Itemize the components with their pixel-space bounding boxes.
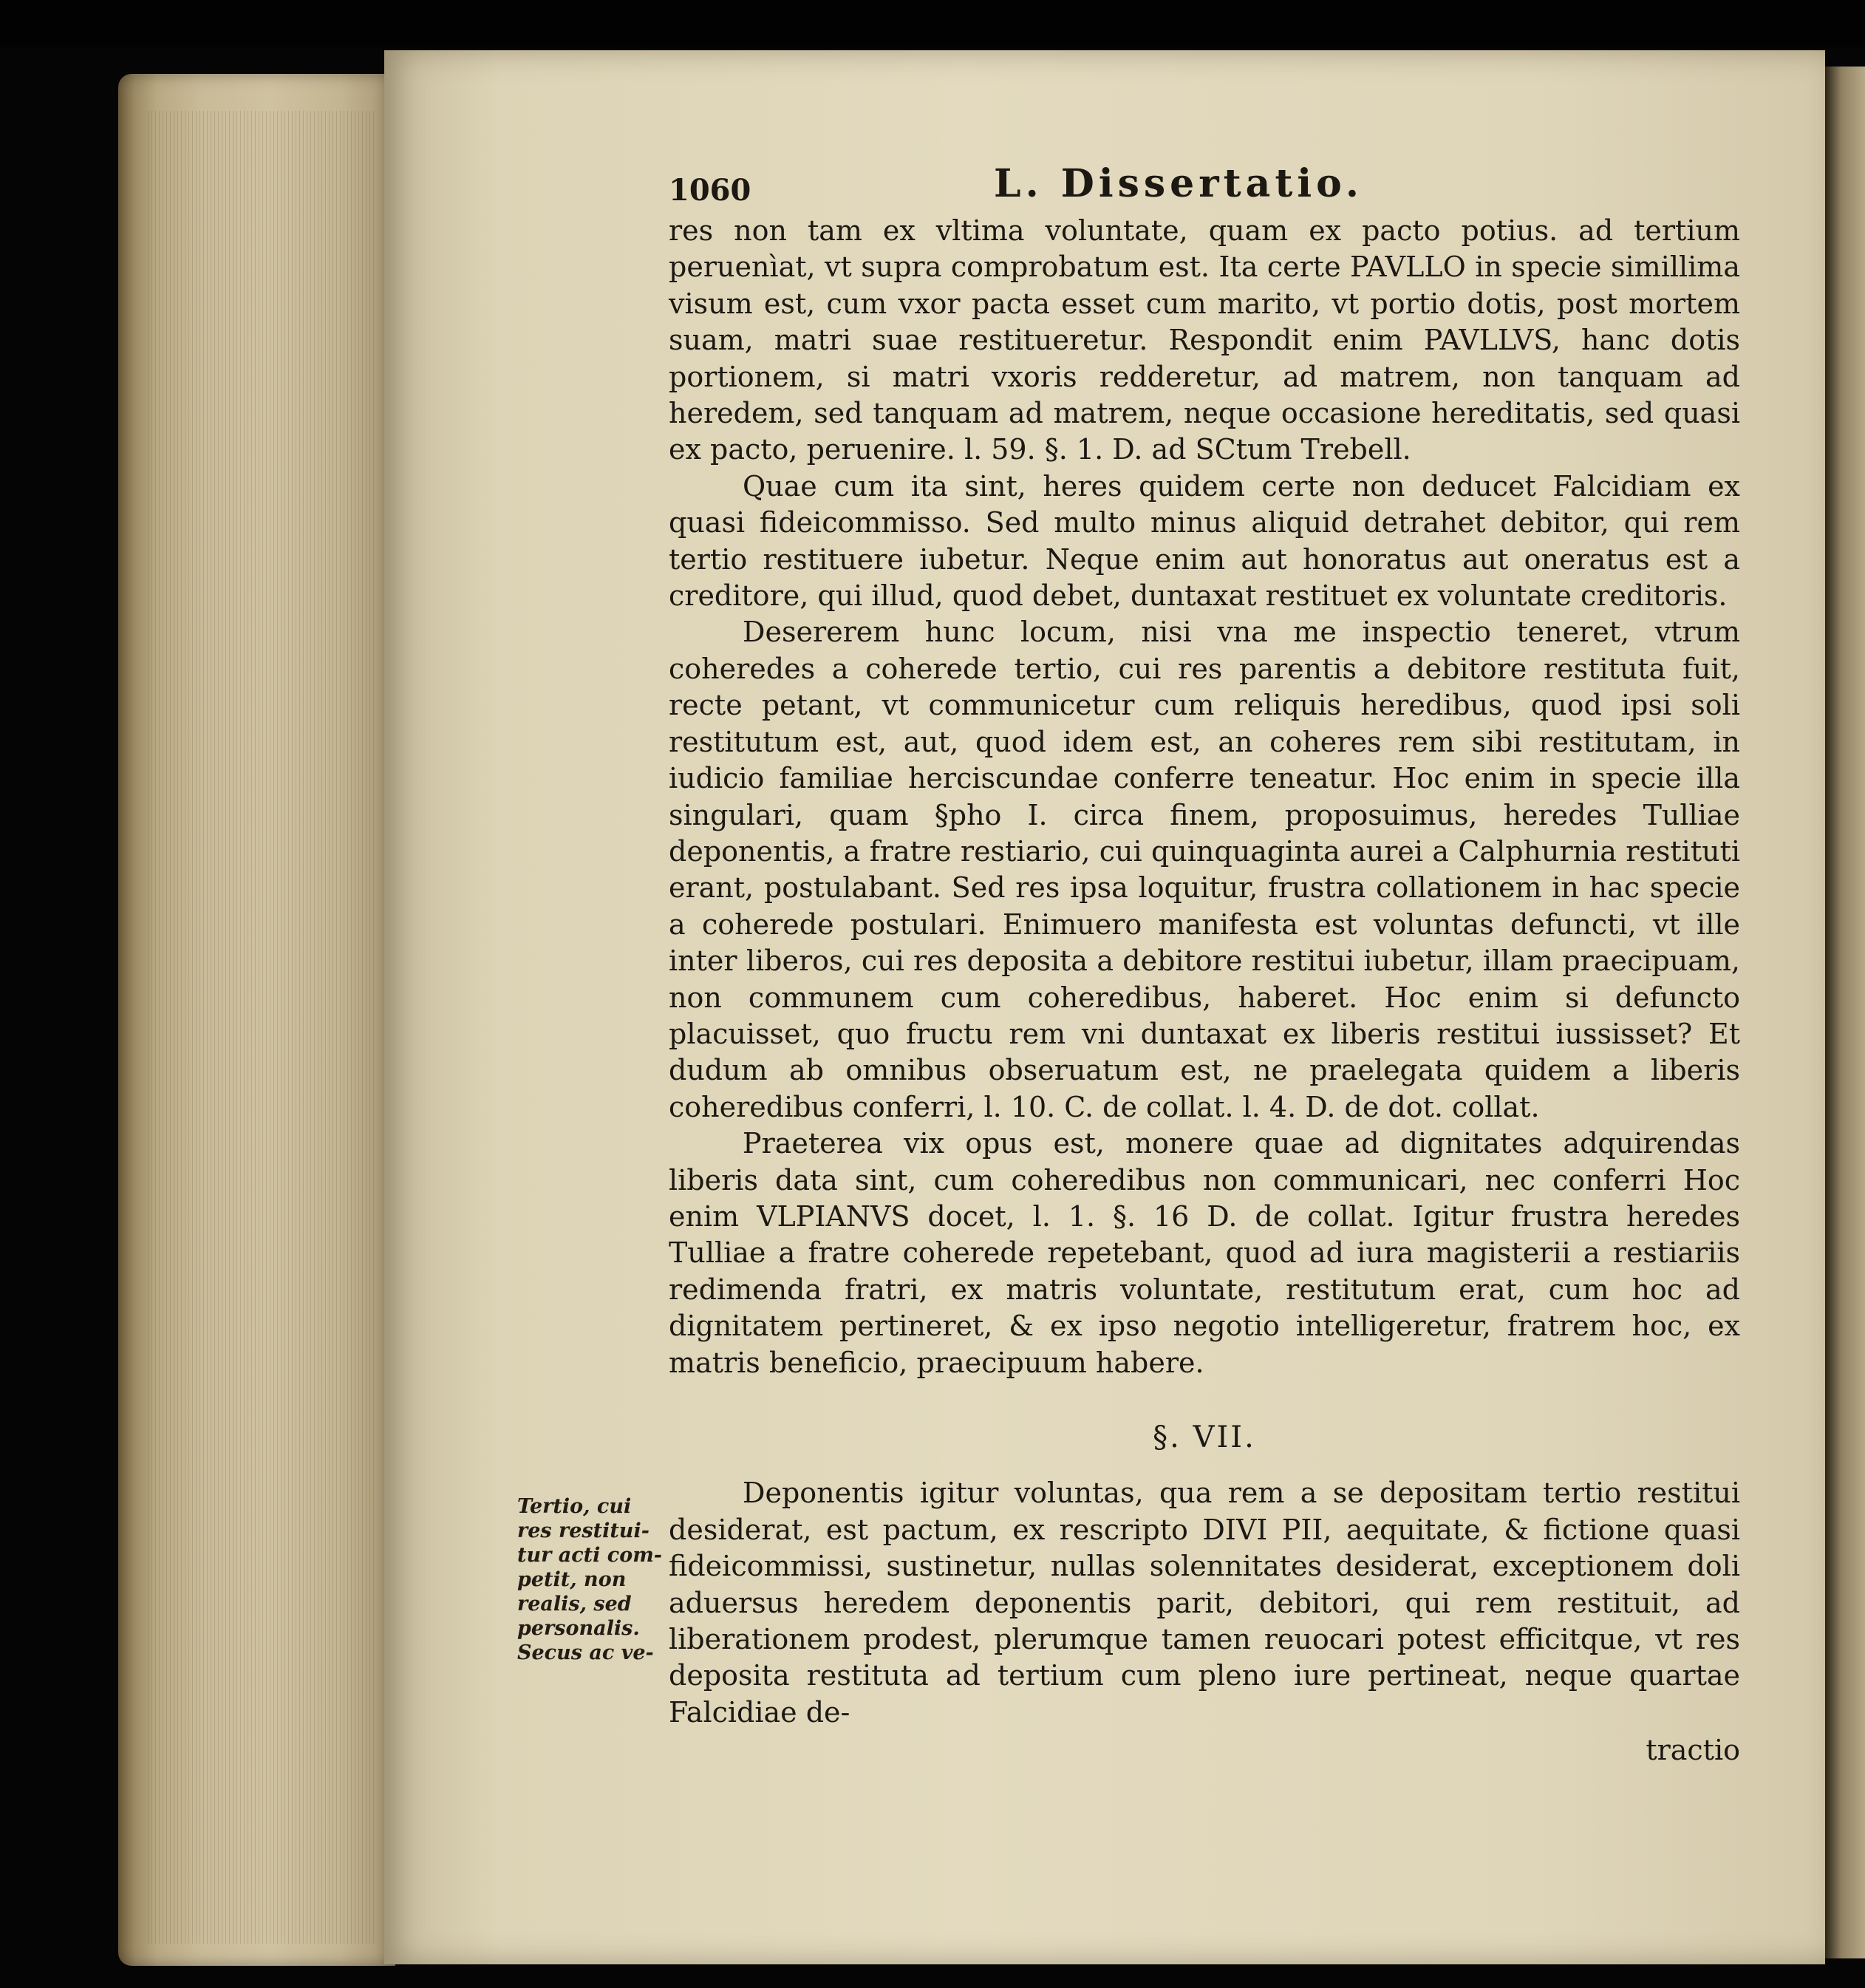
section-heading: §. VII. <box>1153 1420 1256 1454</box>
scan-background <box>0 0 1865 47</box>
marginal-note <box>517 1494 672 1665</box>
paragraph-2: Quae cum ita sint, heres quidem certe non deducet Falcidiam ex quasi fideicommisso. Sed multo minus aliquid detrahet debitor, qui rem tertio restituere iubetur. Neque enim aut honoratus aut oneratus est a creditore, qui illud, quod debet, duntaxat restituet ex voluntate creditoris. <box>669 469 1740 613</box>
running-head <box>669 161 1740 213</box>
page-number: 1060 <box>669 173 751 208</box>
marginal-note-line: Secus ac ve- <box>517 1641 654 1664</box>
marginal-note-line: realis, sed <box>517 1593 632 1616</box>
right-page-edge <box>1825 67 1865 1958</box>
catchword: tractio <box>1646 1734 1740 1767</box>
paragraph-5: Deponentis igitur voluntas, qua rem a se depositam tertio restitui desiderat, est pactum, ex rescripto DIVI PII, aequitate, & fictione quasi fideicommissi, sustinetur, nullas solennitates desiderat, exceptionem doli aduersus heredem deponentis parit, debitori, qui rem restituit, ad liberationem prodest, plerumque tamen reuocari potest efficitque, vt res deposita restituta ad tertium cum pleno iure pertineat, neque quartae Falcidiae de- <box>669 1477 1740 1729</box>
body-text <box>669 213 1740 1769</box>
marginal-note-line: petit, non <box>517 1568 627 1591</box>
page-text-block <box>669 161 1740 1769</box>
paragraph-3: Desererem hunc locum, nisi vna me inspectio teneret, vtrum coheredes a coherede tertio, cui res parentis a debitore restituta fuit, recte petant, vt communicetur cum reliquis heredibus, quod ipsi soli restitutum est, aut, quod idem est, an coheres rem sibi restitutam, in iudicio familiae herciscundae conferre teneatur. Hoc enim in specie illa singulari, quam §pho I. circa finem, proposuimus, heredes Tulliae deponentis, a fratre restiario, cui quinquaginta aurei a Calphurnia restituti erant, postulabant. Sed res ipsa loquitur, frustra collationem in hac specie a coherede postulari. Enimuero manifesta est voluntas defuncti, vt ille inter liberos, cui res deposita a debitore restitui iubetur, illam praecipuam, non communem cum coheredibus, haberet. Hoc enim si defuncto placuisset, quo fructu rem vni duntaxat ex liberis restitui iussisset? Et dudum ab omnibus obseruatum est, ne praelegata quidem a liberis coheredibus conferri, l. 10. C. de collat. l. 4. D. de dot. collat. <box>669 616 1740 1123</box>
marginal-note-line: tur acti com- <box>517 1544 663 1567</box>
marginal-note-line: res restitui- <box>517 1519 649 1542</box>
paragraph-4: Praeterea vix opus est, monere quae ad dignitates adquirendas liberis data sint, cum coheredibus non communicari, nec conferri Hoc enim VLPIANVS docet, l. 1. §. 16 D. de collat. Igitur frustra heredes Tulliae a fratre coherede repetebant, quod ad iura magisterii a restiariis redimenda fratri, ex matris voluntate, restitutum erat, cum hoc ad dignitatem pertineret, & ex ipso negotio intelligeretur, fratrem hoc, ex matris beneficio, praecipuum habere. <box>669 1127 1740 1379</box>
running-title: L. Dissertatio. <box>994 161 1364 206</box>
marginal-note-line: personalis. <box>517 1617 640 1640</box>
marginal-note-line: Tertio, cui <box>517 1495 632 1518</box>
page-edge-texture <box>148 111 377 1944</box>
paragraph-1: res non tam ex vltima voluntate, quam ex pacto potius. ad tertium peruenìat, vt supra comprobatum est. Ita certe PAVLLO in specie simillima visum est, cum vxor pacta esset cum marito, vt portio dotis, post mortem suam, matri suae restitueretur. Respondit enim PAVLLVS, hanc dotis portionem, si matri vxoris redderetur, ad matrem, non tanquam ad heredem, sed tanquam ad matrem, neque occasione hereditatis, sed quasi ex pacto, peruenire. l. 59. §. 1. D. ad SCtum Trebell. <box>669 214 1740 466</box>
